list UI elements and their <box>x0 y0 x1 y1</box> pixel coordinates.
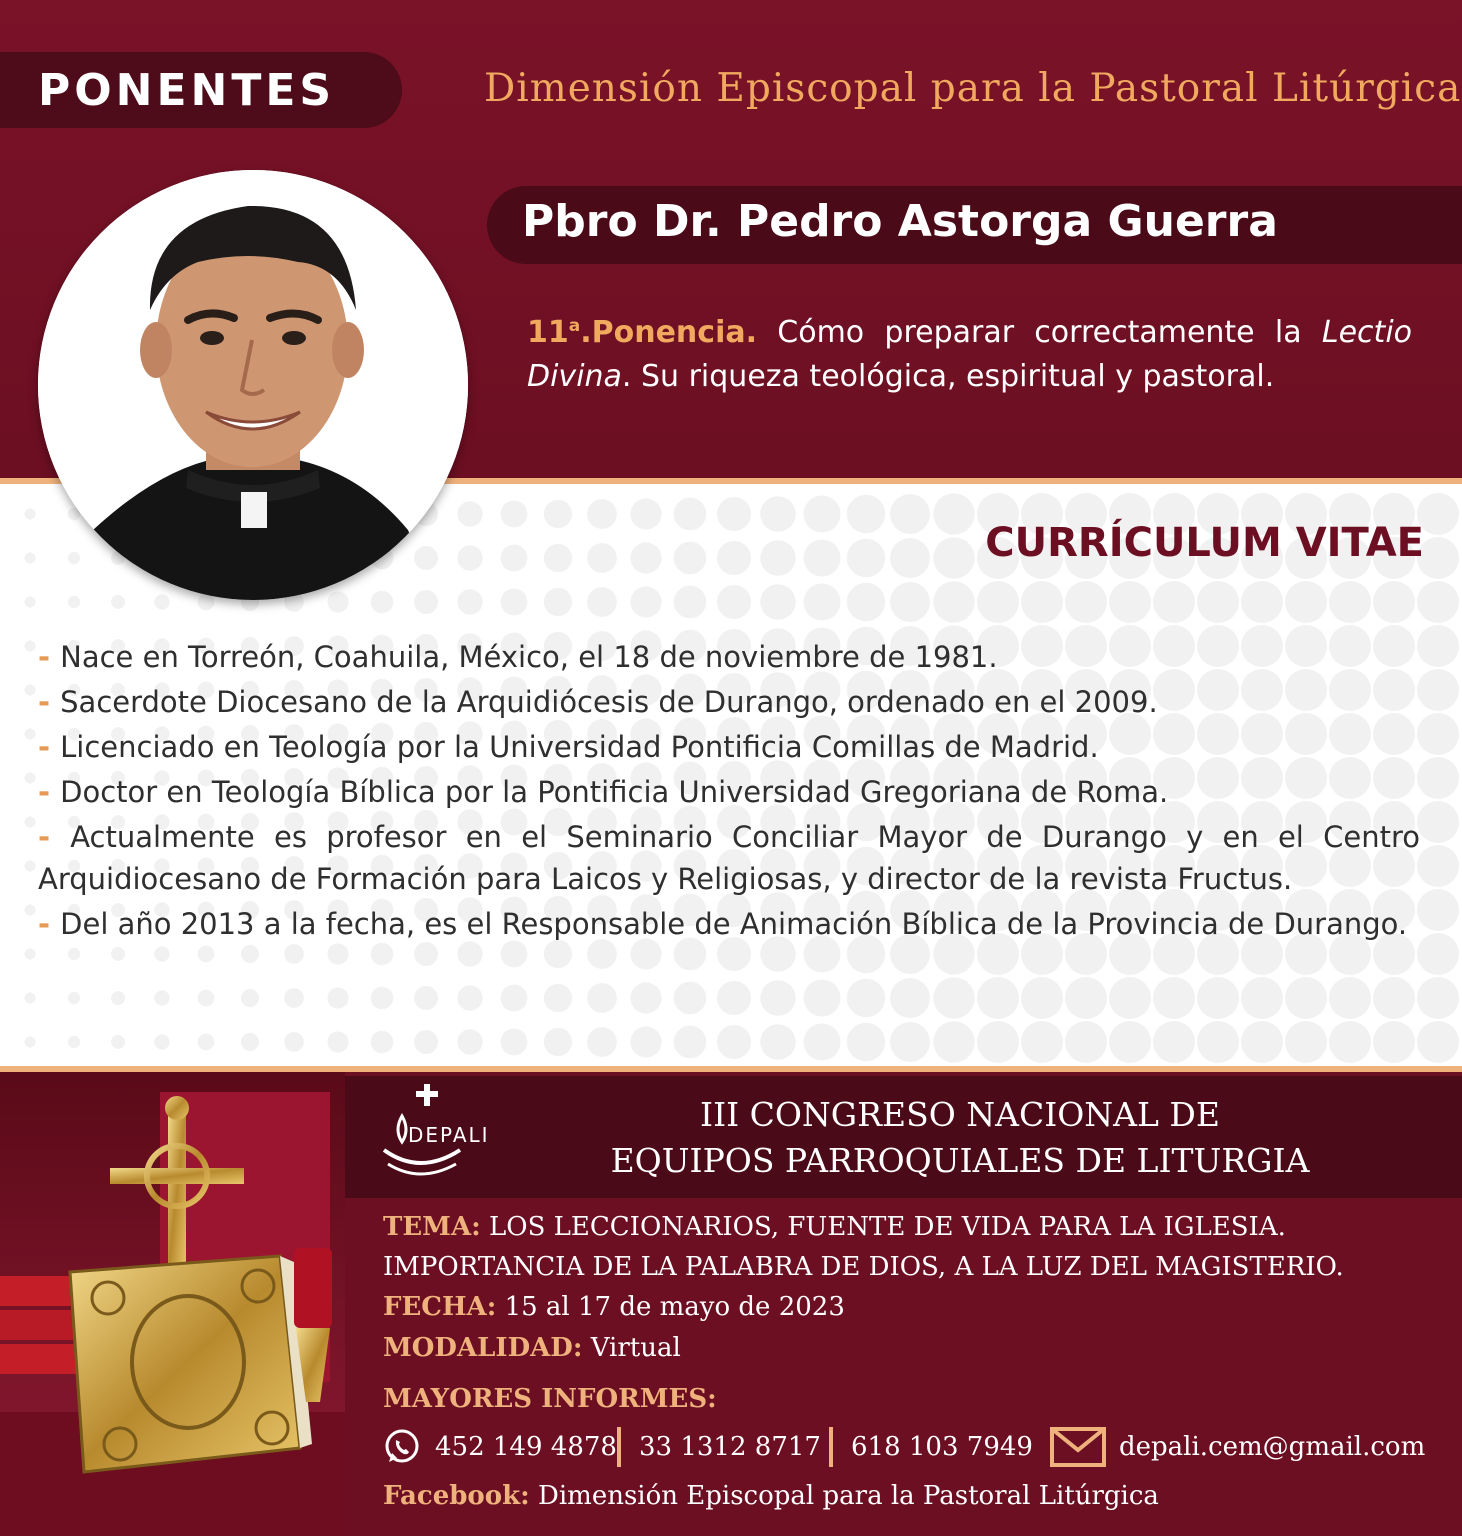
contact-row <box>383 1426 1426 1476</box>
cv-heading: CURRÍCULUM VITAE <box>985 520 1424 566</box>
talk-title-italic: Lectio Divina <box>527 315 1413 394</box>
fecha-line: FECHA: 15 al 17 de mayo de 2023 <box>383 1292 845 1322</box>
separator <box>829 1427 833 1467</box>
cv-item: - Doctor en Teología Bíblica por la Pontificia Universidad Gregoriana de Roma. <box>38 775 1169 809</box>
section-label-pill <box>0 52 402 128</box>
speaker-name: Pbro Dr. Pedro Astorga Guerra <box>522 196 1278 247</box>
cv-item: - Sacerdote Diocesano de la Arquidiócesis de Durango, ordenado en el 2009. <box>38 685 1158 719</box>
separator <box>617 1427 621 1467</box>
talk-title-part1: Cómo preparar correctamente la <box>777 315 1302 350</box>
facebook-line: Facebook: Dimensión Episcopal para la Pastoral Litúrgica <box>383 1481 1159 1511</box>
modalidad-line: MODALIDAD: Virtual <box>383 1333 681 1363</box>
phone-2[interactable]: 33 1312 8717 <box>639 1432 821 1462</box>
org-title: Dimensión Episcopal para la Pastoral Litúrgica <box>484 66 1462 111</box>
facebook-page[interactable]: Dimensión Episcopal para la Pastoral Litúrgica <box>538 1481 1159 1511</box>
phone-1[interactable]: 452 149 4878 <box>435 1432 617 1462</box>
talk-description <box>527 304 1412 399</box>
cv-item: - Nace en Torreón, Coahuila, México, el 18 de noviembre de 1981. <box>38 640 998 674</box>
informes-heading: MAYORES INFORMES: <box>383 1384 717 1414</box>
cv-item: - Del año 2013 a la fecha, es el Responsable de Animación Bíblica de la Provincia de Durango. <box>38 907 1408 941</box>
talk-number-label: 11$^a$.Ponencia. <box>527 315 757 350</box>
congress-title-line2: EQUIPOS PARROQUIALES DE LITURGIA <box>610 1141 1310 1180</box>
phone-3[interactable]: 618 103 7949 <box>851 1432 1033 1462</box>
cv-item: - Actualmente es profesor en el Seminario Conciliar Mayor de Durango y en el Centro Arquidiocesano de Formación para Laicos y Religiosas, y director de la revista Fructus. <box>38 820 1420 896</box>
congress-title <box>520 1092 1400 1184</box>
cross-icon <box>416 1084 438 1106</box>
section-label: PONENTES <box>38 64 336 116</box>
logo-text: DEPALI <box>408 1123 490 1147</box>
cv-list <box>38 636 1420 948</box>
envelope-icon <box>1049 1426 1107 1468</box>
depali-logo <box>380 1080 510 1180</box>
cv-item: - Licenciado en Teología por la Universidad Pontificia Comillas de Madrid. <box>38 730 1099 764</box>
gospel-book-photo <box>0 1072 345 1536</box>
tema-line2: IMPORTANCIA DE LA PALABRA DE DIOS, A LA LUZ DEL MAGISTERIO. <box>383 1252 1344 1282</box>
email[interactable]: depali.cem@gmail.com <box>1119 1432 1426 1462</box>
speaker-portrait <box>38 170 468 600</box>
congress-title-line1: III CONGRESO NACIONAL DE <box>700 1095 1220 1134</box>
whatsapp-icon <box>383 1428 421 1466</box>
tema-line1: TEMA: LOS LECCIONARIOS, FUENTE DE VIDA PARA LA IGLESIA. <box>383 1212 1286 1242</box>
talk-title-part2: . Su riqueza teológica, espiritual y pastoral. <box>621 359 1275 394</box>
